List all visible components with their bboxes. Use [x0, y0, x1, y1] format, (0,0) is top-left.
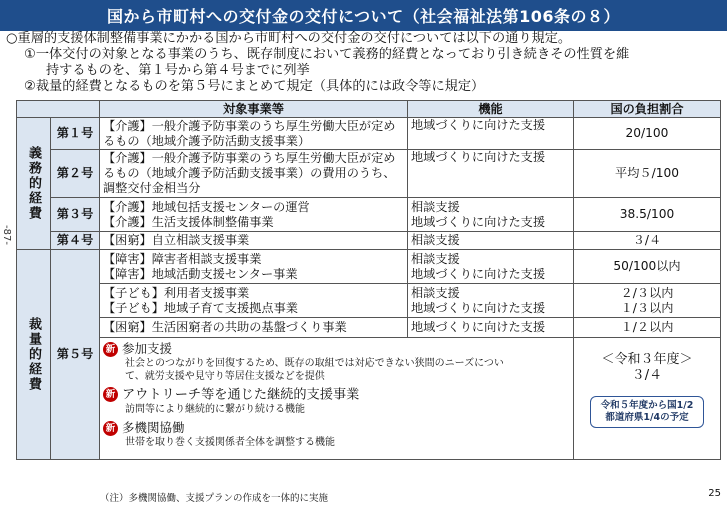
new-item-title: 参加支援	[122, 341, 173, 356]
go-cell: 第３号	[51, 198, 100, 232]
function-line: 相談支援	[411, 251, 460, 266]
ratio-line: １/３以内	[620, 300, 674, 315]
function-cell	[408, 198, 574, 232]
target-cell	[100, 250, 408, 284]
new-item-desc: て、就労支援や見守り等居住支援などを提供	[125, 371, 325, 382]
function-cell: 相談支援	[408, 232, 574, 250]
table-header-row	[17, 101, 721, 118]
target-line: 【障害】障害者相談支援事業	[103, 251, 262, 266]
r3-ratio: ３/４	[631, 368, 663, 383]
r3-label: ＜令和３年度＞	[601, 352, 693, 367]
table-row	[17, 150, 721, 198]
ratio-cell	[574, 284, 721, 318]
group-mandatory: 義務的経費	[17, 118, 51, 250]
table-row	[17, 284, 721, 318]
footnote: （注）多機関協働、支援プランの作成を一体的に実施	[100, 493, 329, 504]
go-cell: 第２号	[51, 150, 100, 198]
new-item-title: アウトリーチ等を通じた継続的支援事業	[122, 387, 360, 403]
new-items-cell	[100, 338, 574, 460]
ratio-cell: 平均５/100	[574, 150, 721, 198]
go-cell: 第４号	[51, 232, 100, 250]
table-row	[17, 118, 721, 150]
function-line: 地域づくりに向けた支援	[411, 266, 546, 281]
new-item-outreach	[103, 387, 570, 416]
function-line: 相談支援	[411, 199, 460, 214]
function-cell: 地域づくりに向けた支援	[408, 118, 574, 150]
function-line: 地域づくりに向けた支援	[411, 300, 546, 315]
new-item-desc: 世帯を取り巻く支援関係者全体を調整する機能	[125, 436, 335, 448]
table-row	[17, 232, 721, 250]
target-line: 【子ども】利用者支援事業	[103, 285, 250, 300]
target-cell: 【困窮】自立相談支援事業	[100, 232, 408, 250]
header-target: 対象事業等	[100, 101, 408, 118]
target-cell	[100, 198, 408, 232]
new-item-desc: 社会とのつながりを回復するため、既存の取組では対応できない狭間のニーズについ	[125, 358, 504, 369]
ratio-cell: 20/100	[574, 118, 721, 150]
header-ratio: 国の負担割合	[574, 101, 721, 118]
go-cell: 第１号	[51, 118, 100, 150]
subsidy-table	[16, 100, 721, 460]
new-badge-icon: 新	[103, 421, 118, 436]
intro-line-2: ①一体交付の対象となる事業のうち、既存制度において義務的経費となっており引き続きその性質を維	[24, 47, 630, 62]
function-cell	[408, 284, 574, 318]
header-function: 機能	[408, 101, 574, 118]
r5-note-line: 令和５年度から国1/2	[600, 400, 694, 411]
table-row	[17, 338, 721, 460]
function-line: 相談支援	[411, 285, 460, 300]
new-badge-icon: 新	[103, 387, 118, 402]
intro-line-3: 持するものを、第１号から第４号までに列挙	[46, 63, 310, 78]
target-cell	[100, 284, 408, 318]
function-line: 地域づくりに向けた支援	[411, 214, 546, 229]
intro-line-1: ○重層的支援体制整備事業にかかる国から市町村への交付金の交付については以下の通り規定。	[6, 31, 572, 46]
table-row	[17, 250, 721, 284]
target-cell: 【介護】一般介護予防事業のうち厚生労働大臣が定めるもの（地域介護予防活動支援事業）	[100, 118, 408, 150]
ratio-line: ２/３以内	[620, 285, 674, 300]
r5-note-box	[590, 396, 704, 428]
side-page-number: -87-	[1, 225, 12, 245]
new-item-title: 多機関協働	[122, 419, 185, 435]
new-item-participation	[103, 341, 570, 383]
intro-line-4: ②裁量的経費となるものを第５号にまとめて規定（具体的には政令等に規定）	[24, 79, 485, 94]
group-discretionary: 裁量的経費	[17, 250, 51, 460]
page-title: 国から市町村への交付金の交付について（社会福祉法第106条の８）	[0, 0, 727, 31]
target-line: 【障害】地域活動支援センター事業	[103, 266, 298, 281]
ratio-cell: ３/４	[574, 232, 721, 250]
table-row	[17, 198, 721, 232]
header-blank	[17, 101, 100, 118]
target-cell: 【困窮】生活困窮者の共助の基盤づくり事業	[100, 318, 408, 338]
page-number: 25	[708, 488, 721, 499]
ratio-cell: 38.5/100	[574, 198, 721, 232]
target-line: 【介護】生活支援体制整備事業	[103, 214, 274, 229]
ratio-cell: １/２以内	[574, 318, 721, 338]
function-cell: 地域づくりに向けた支援	[408, 318, 574, 338]
table-row	[17, 318, 721, 338]
intro-text	[6, 31, 722, 95]
r3-ratio-cell	[574, 338, 721, 460]
r5-note-line: 都道府県1/4の予定	[605, 412, 689, 423]
ratio-cell: 50/100以内	[574, 250, 721, 284]
target-cell: 【介護】一般介護予防事業のうち厚生労働大臣が定めるもの（地域介護予防活動支援事業）の費用のうち、調整交付金相当分	[100, 150, 408, 198]
go-cell: 第５号	[51, 250, 100, 460]
function-cell	[408, 250, 574, 284]
target-line: 【介護】地域包括支援センターの運営	[103, 199, 310, 214]
target-line: 【子ども】地域子育て支援拠点事業	[103, 300, 298, 315]
new-item-desc: 訪問等により継続的に繋がり続ける機能	[125, 403, 305, 415]
function-cell: 地域づくりに向けた支援	[408, 150, 574, 198]
new-item-multiagency	[103, 420, 570, 449]
new-badge-icon: 新	[103, 342, 118, 357]
